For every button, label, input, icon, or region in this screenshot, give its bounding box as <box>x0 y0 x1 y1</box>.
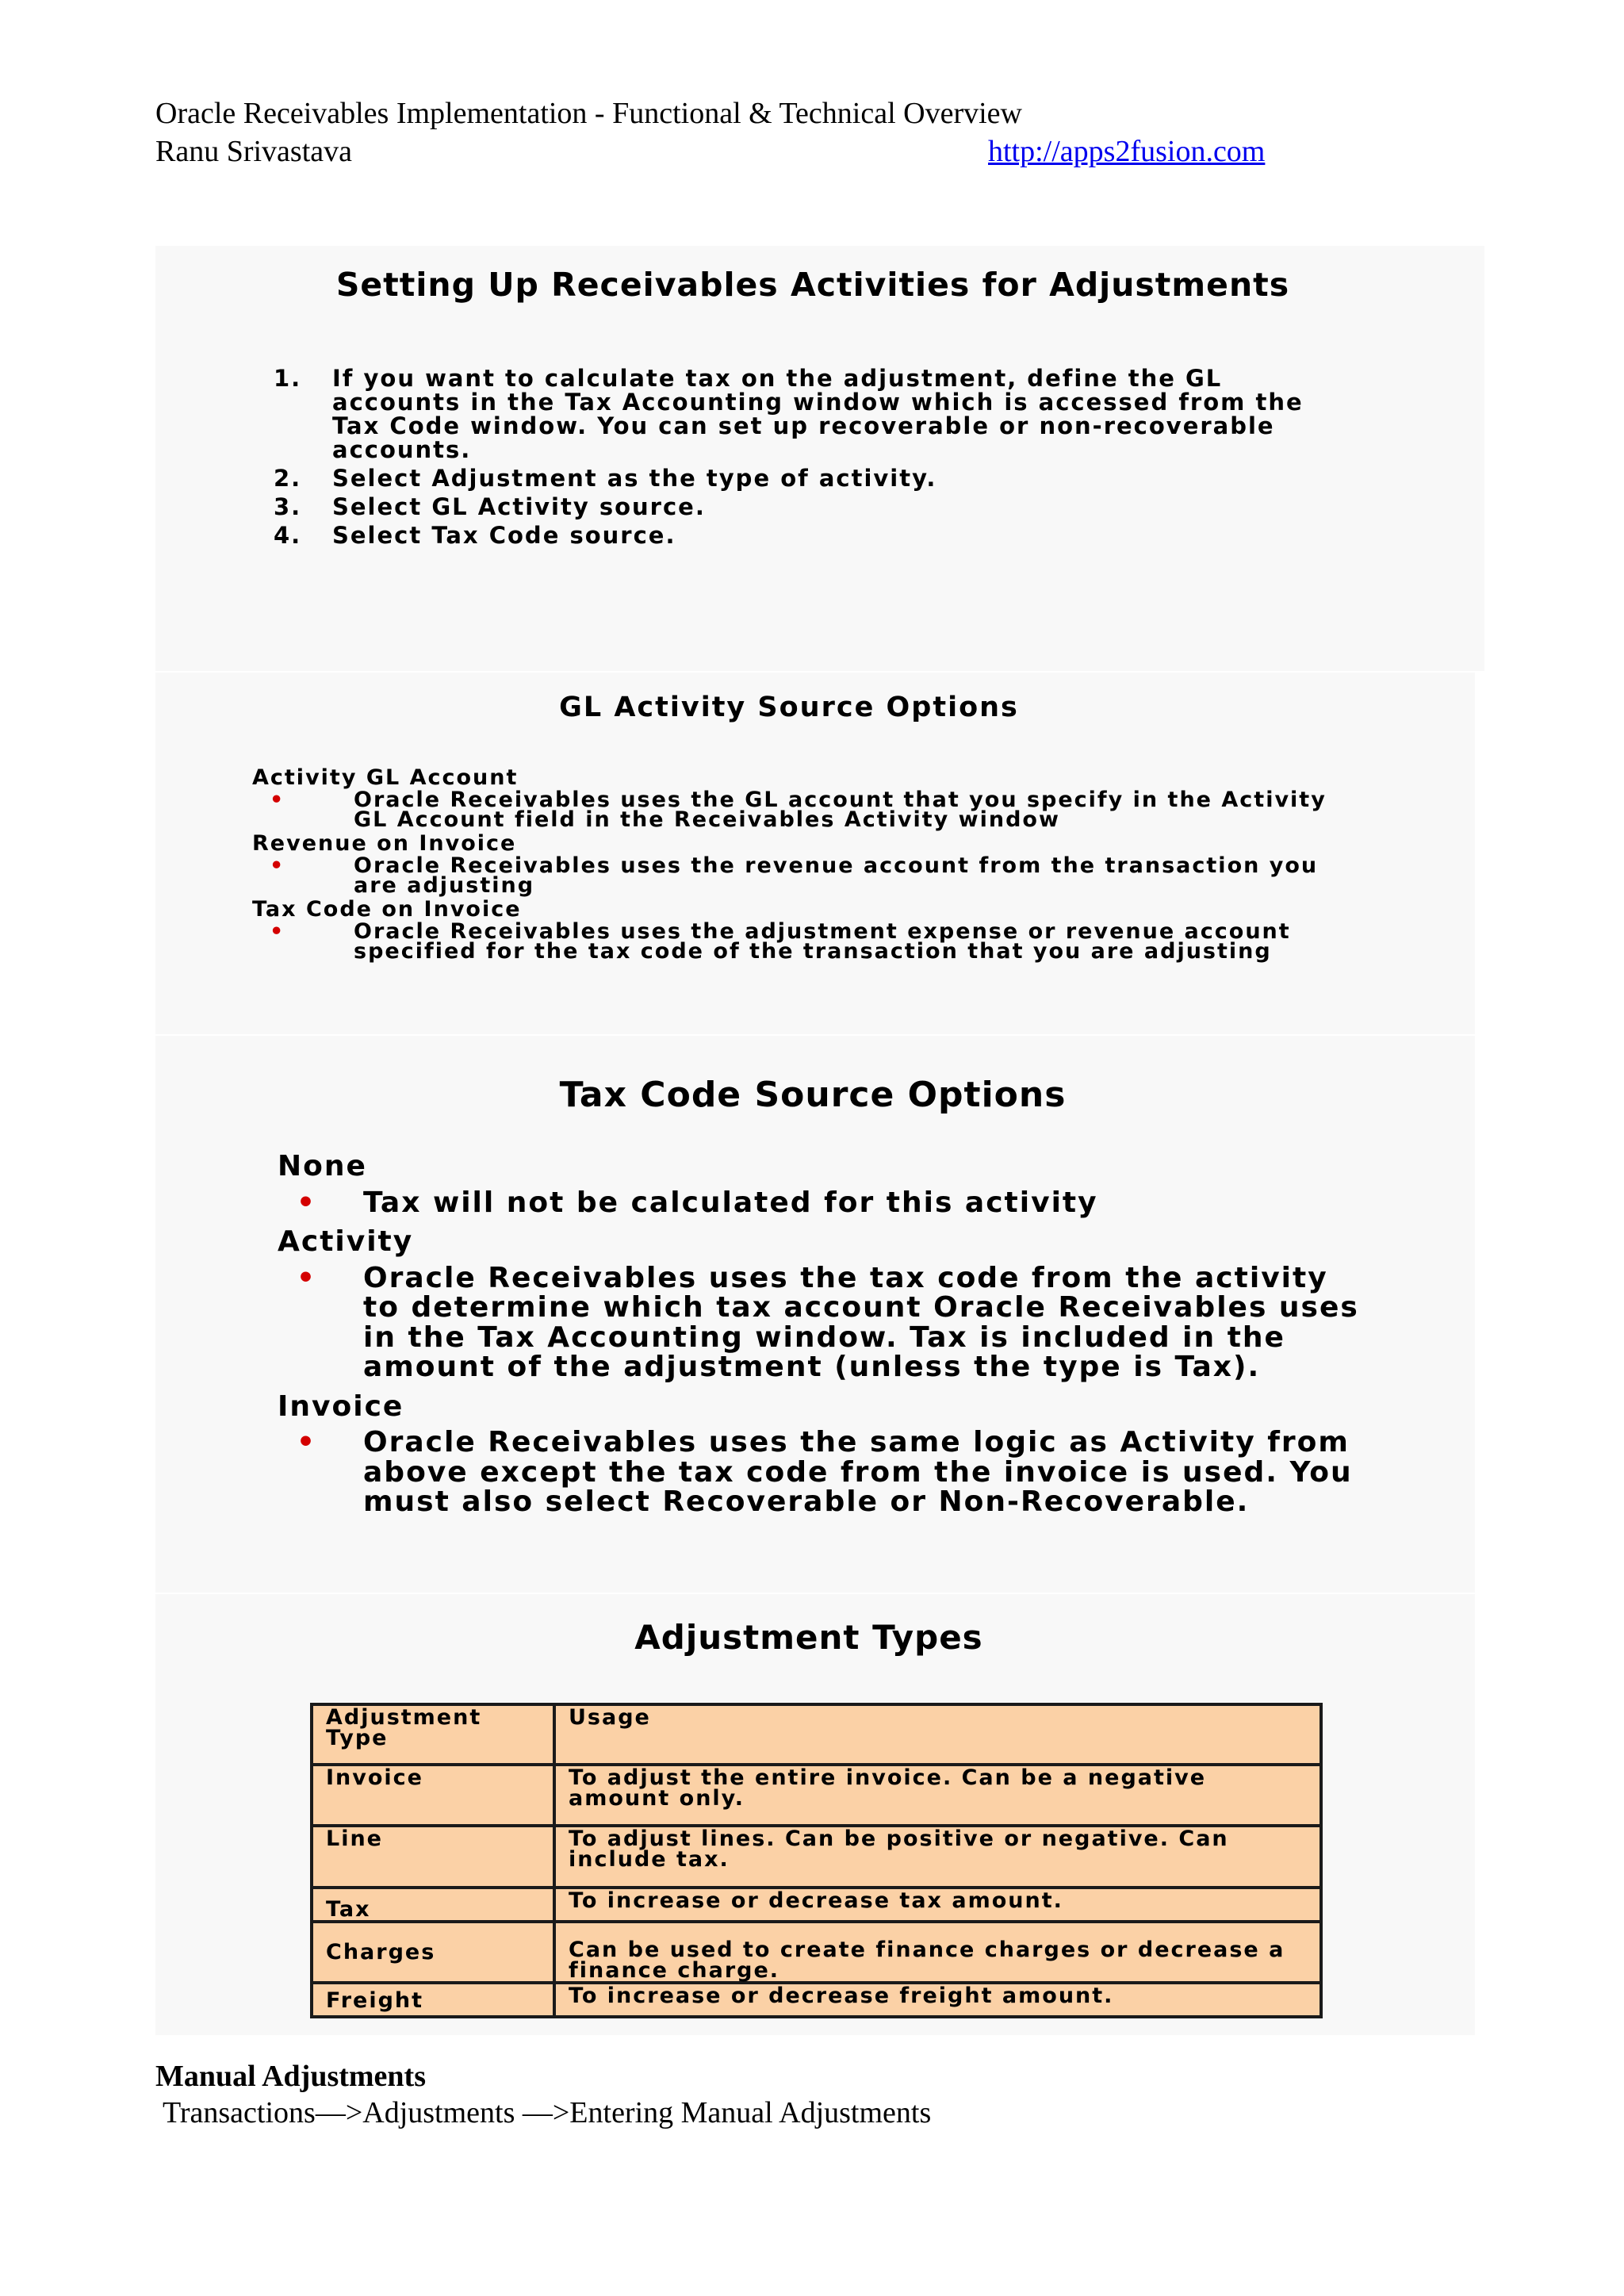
tax-option-item: • Oracle Receivables uses the same logic as Activity from above except the tax code from the invoice is used. You must also select Recoverable or Non-Recoverable. <box>297 1426 1353 1518</box>
website-link[interactable]: http://apps2fusion.com <box>988 135 1266 168</box>
gl-option-heading: Tax Code on Invoice <box>252 897 522 922</box>
gl-slide-title: GL Activity Source Options <box>559 692 1019 723</box>
gl-option-item: • Oracle Receivables uses the GL account that you specify in the Activity GL Account field in the Receivables Activity window <box>270 788 1327 832</box>
setup-step: 2. Select Adjustment as the type of activity. <box>274 465 937 492</box>
tax-option-heading: Invoice <box>278 1389 404 1423</box>
tax-option-heading: Activity <box>278 1225 414 1258</box>
table-row <box>312 1983 1321 2017</box>
setup-step: 3. Select GL Activity source. <box>274 493 706 520</box>
section-heading: Manual Adjustments <box>155 2060 426 2093</box>
table-cell-usage: To increase or decrease tax amount. <box>554 1888 1321 1922</box>
table-row <box>312 1826 1321 1887</box>
bullet-icon: • <box>297 1261 317 1294</box>
author-name: Ranu Srivastava <box>155 135 353 168</box>
bullet-icon: • <box>297 1426 317 1458</box>
tax-option-item: • Oracle Receivables uses the tax code from the activity to determine which tax account Oracle Receivables uses in the Tax Accounting window. Tax is included in the amount of the adjustment (unless the type is Tax). <box>297 1261 1359 1383</box>
table-cell-type: Invoice <box>312 1765 554 1826</box>
setup-steps-list <box>274 366 1331 552</box>
gl-option-heading: Revenue on Invoice <box>252 831 517 856</box>
table-cell-usage: Can be used to create finance charges or decrease a finance charge. <box>554 1922 1321 1983</box>
table-cell-type: Charges <box>312 1922 554 1983</box>
table-cell-usage: To increase or decrease freight amount. <box>554 1983 1321 2017</box>
table-cell-type: Freight <box>312 1983 554 2017</box>
bullet-icon: • <box>270 788 285 812</box>
table-cell-type: Line <box>312 1826 554 1887</box>
navigation-path: Transactions—>Adjustments —>Entering Manual Adjustments <box>163 2096 932 2129</box>
table-header-row <box>312 1704 1321 1765</box>
bullet-icon: • <box>297 1186 317 1219</box>
setup-step: 4. Select Tax Code source. <box>274 522 676 549</box>
gl-option-item: • Oracle Receivables uses the adjustment expense or revenue account specified for the tax code of the transaction that you are adjusting <box>270 919 1291 964</box>
tax-options-list <box>278 1152 1388 1527</box>
tax-option-heading: None <box>278 1150 367 1182</box>
column-header: Usage <box>554 1704 1321 1765</box>
column-header: Adjustment Type <box>312 1704 554 1765</box>
bullet-icon: • <box>270 853 285 878</box>
table-row <box>312 1888 1321 1922</box>
adjustment-types-table <box>310 1703 1323 2018</box>
setup-step: 1. If you want to calculate tax on the adjustment, define the GL accounts in the Tax Accounting window which is accessed from the Tax Code window. You can set up recoverable or non-recoverable accounts. <box>274 365 1304 463</box>
gl-option-item: • Oracle Receivables uses the revenue account from the transaction you are adjusting <box>270 853 1319 898</box>
table-row <box>312 1922 1321 1983</box>
setup-slide-title: Setting Up Receivables Activities for Adjustments <box>335 266 1290 304</box>
gl-options-list <box>252 765 1346 965</box>
gl-option-heading: Activity GL Account <box>252 765 519 790</box>
table-row <box>312 1765 1321 1826</box>
document-title: Oracle Receivables Implementation - Functional & Technical Overview <box>155 97 1022 130</box>
bullet-icon: • <box>270 919 285 944</box>
table-cell-usage: To adjust lines. Can be positive or negative. Can include tax. <box>554 1826 1321 1887</box>
table-cell-usage: To adjust the entire invoice. Can be a negative amount only. <box>554 1765 1321 1826</box>
tax-option-item: • Tax will not be calculated for this activity <box>297 1186 1098 1219</box>
types-slide-title: Adjustment Types <box>634 1618 983 1657</box>
table-cell-type: Tax <box>312 1888 554 1922</box>
tax-slide-title: Tax Code Source Options <box>559 1075 1067 1115</box>
